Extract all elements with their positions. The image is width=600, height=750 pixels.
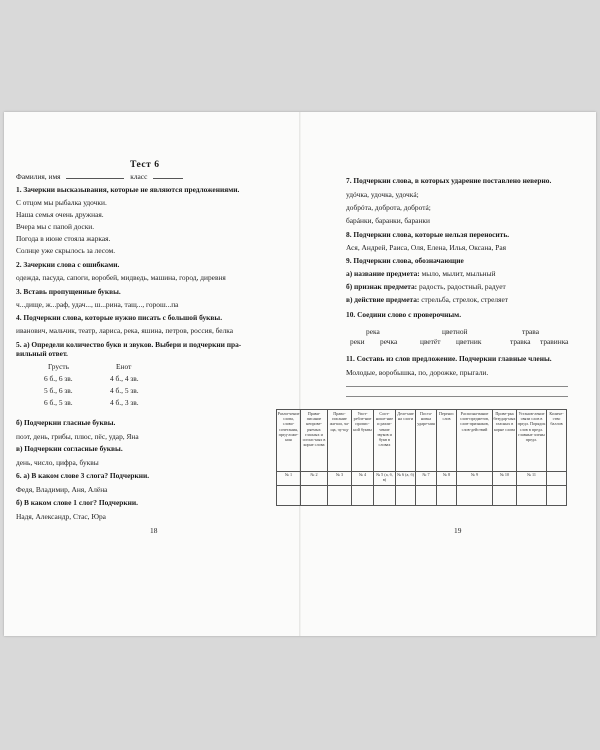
q10-check-word[interactable]: травка xyxy=(510,337,531,346)
score-table xyxy=(276,409,567,506)
answer-line[interactable] xyxy=(346,386,568,387)
table-header-cell: Право-писание жи-ши, ча-ща, чу-щу xyxy=(328,410,352,472)
q8-names[interactable]: Ася, Андрей, Раиса, Оля, Елена, Илья, Оксана, Рая xyxy=(346,243,507,252)
question-2: 2. Зачеркни слова с ошибками. xyxy=(16,260,120,269)
class-blank[interactable] xyxy=(153,172,183,179)
table-number-cell: № 9 xyxy=(457,472,493,486)
q9c-words[interactable]: стрельба, стрелок, стреляет xyxy=(421,295,509,304)
table-number-cell: № 11 xyxy=(517,472,547,486)
table-header-cell: Распозна-вание слов-предметов, слов-признаков, слов-действий xyxy=(457,410,493,472)
question-6b: б) В каком слове 1 слог? Подчеркни. xyxy=(16,498,138,507)
page-18 xyxy=(4,112,300,636)
q6a-words[interactable]: Федя, Владимир, Аня, Алёна xyxy=(16,485,108,494)
table-header-cell: Разли-чение слова, слово-сочетания, пред-ложе-ния xyxy=(277,410,301,472)
table-header-cell: Соот-ноше-ние и разли-чение звуков и букв в словах xyxy=(374,410,396,472)
q5-option[interactable]: 6 б., 6 зв. xyxy=(44,374,73,383)
answer-line[interactable] xyxy=(346,396,568,397)
question-6a: 6. а) В каком слове 3 слога? Подчеркни. xyxy=(16,471,150,480)
table-number-cell: № 5 (а, б, в) xyxy=(374,472,396,486)
q4-words[interactable]: иванович, мальчик, театр, лариса, река, яшина, петров, россия, белка xyxy=(16,326,234,335)
score-cell[interactable] xyxy=(517,486,547,506)
score-cell[interactable] xyxy=(437,486,457,506)
q9b-line xyxy=(346,282,506,291)
q5b-words[interactable]: поэт, день, грибы, плюс, пёс, удар, Яна xyxy=(16,432,139,441)
question-7: 7. Подчеркни слова, в которых ударение поставлено неверно. xyxy=(346,176,552,185)
q7-words[interactable]: добрóта, доброта, добротá; xyxy=(346,203,431,212)
q1-sentence[interactable]: Погода в июне стояла жаркая. xyxy=(16,234,111,243)
table-header-cell: Количе-ство баллов xyxy=(547,410,567,472)
score-cell[interactable] xyxy=(352,486,374,506)
score-cell[interactable] xyxy=(277,486,301,506)
table-header-cell: Прави-писание непрове-ряемых гласных и соглас-ных в корне слова xyxy=(301,410,328,472)
table-number-cell: № 2 xyxy=(301,472,328,486)
question-11: 11. Составь из слов предложение. Подчеркни главные члены. xyxy=(346,354,552,363)
table-number-cell: № 3 xyxy=(328,472,352,486)
name-line xyxy=(16,172,183,181)
score-cell[interactable] xyxy=(328,486,352,506)
textbook-spread xyxy=(4,112,596,636)
table-header-cell: Упот-ребле-ние пропис-ной буквы xyxy=(352,410,374,472)
q9c-line xyxy=(346,295,508,304)
table-number-cell: № 8 xyxy=(437,472,457,486)
class-label: класс xyxy=(130,172,148,181)
question-4: 4. Подчеркни слова, которые нужно писать с большой буквы. xyxy=(16,313,223,322)
q5-option[interactable]: 4 б., 3 зв. xyxy=(110,398,139,407)
q9a-words[interactable]: мыло, мылит, мыльный xyxy=(421,269,496,278)
table-header-cell: Прове-рка безудар-ных гласных в корне слова xyxy=(493,410,517,472)
table-header-cell: Перенос слов xyxy=(437,410,457,472)
question-9: 9. Подчеркни слова, обозначающие xyxy=(346,256,464,265)
q7-words[interactable]: барáнки, баранки, баранки xyxy=(346,216,430,225)
question-1: 1. Зачеркни высказывания, которые не являются предложениями. xyxy=(16,185,240,194)
score-cell[interactable] xyxy=(457,486,493,506)
score-cell[interactable] xyxy=(493,486,517,506)
q2-words[interactable]: одежда, пасуда, сапоги, воробей, мидведь, машина, город, диревня xyxy=(16,273,226,282)
table-number-cell: № 10 xyxy=(493,472,517,486)
q5-option[interactable]: 5 б., 6 зв. xyxy=(44,386,73,395)
score-cell[interactable] xyxy=(416,486,437,506)
score-cell[interactable] xyxy=(396,486,416,506)
q10-check-word[interactable]: цветёт xyxy=(420,337,441,346)
name-label: Фамилия, имя xyxy=(16,172,61,181)
test-title: Тест 6 xyxy=(130,159,160,170)
q5-option[interactable]: 4 б., 5 зв. xyxy=(110,386,139,395)
q5-head-grust: Грусть xyxy=(48,362,69,371)
q10-word[interactable]: трава xyxy=(522,327,539,336)
score-cell[interactable] xyxy=(374,486,396,506)
q9c-label: в) действие предмета: xyxy=(346,295,420,304)
question-5b: б) Подчеркни гласные буквы. xyxy=(16,418,116,427)
q9a-line xyxy=(346,269,496,278)
table-header-cell: Поста-новка ударе-ния xyxy=(416,410,437,472)
q3-words[interactable]: ч...дище, ж...раф, удач..., ш...рина, тащ..., горош...па xyxy=(16,300,179,309)
score-cell[interactable] xyxy=(547,486,567,506)
question-10: 10. Соедини слово с проверочным. xyxy=(346,310,462,319)
q1-sentence[interactable]: Солнце уже скрылось за лесом. xyxy=(16,246,116,255)
q9a-label: а) название предмета: xyxy=(346,269,420,278)
table-number-cell: № 1 xyxy=(277,472,301,486)
q6b-words[interactable]: Надя, Александр, Стас, Юра xyxy=(16,512,106,521)
q9b-label: б) признак предмета: xyxy=(346,282,418,291)
question-5a: 5. а) Определи количество букв и звуков. Выбери и подчеркни пра- xyxy=(16,340,242,349)
question-5a-cont: вильный ответ. xyxy=(16,349,68,358)
q10-check-word[interactable]: речка xyxy=(380,337,398,346)
page-number-right: 19 xyxy=(454,526,462,535)
q7-words[interactable]: удóчка, удочка, удочкá; xyxy=(346,190,419,199)
q10-check-word[interactable]: цветник xyxy=(456,337,482,346)
q1-sentence[interactable]: Наша семья очень дружная. xyxy=(16,210,104,219)
table-header-cell: Деле-ние на слоги xyxy=(396,410,416,472)
table-number-cell xyxy=(547,472,567,486)
q5-option[interactable]: 4 б., 4 зв. xyxy=(110,374,139,383)
question-5c: в) Подчеркни согласные буквы. xyxy=(16,444,123,453)
table-number-cell: № 4 xyxy=(352,472,374,486)
q11-words: Молодые, воробышка, по, дорожке, прыгали. xyxy=(346,368,489,377)
q10-check-word[interactable]: реки xyxy=(350,337,365,346)
question-8: 8. Подчеркни слова, которые нельзя переносить. xyxy=(346,230,510,239)
q5-head-enot: Енот xyxy=(116,362,132,371)
q5c-words[interactable]: день, число, цифра, буквы xyxy=(16,458,99,467)
q1-sentence[interactable]: С отцом мы рыбалка удочки. xyxy=(16,198,107,207)
q5-option[interactable]: 6 б., 5 зв. xyxy=(44,398,73,407)
score-cell[interactable] xyxy=(301,486,328,506)
question-3: 3. Вставь пропущенные буквы. xyxy=(16,287,121,296)
q1-sentence[interactable]: Вчера мы с папой доски. xyxy=(16,222,95,231)
page-19 xyxy=(277,112,596,636)
q10-word[interactable]: цветной xyxy=(442,327,468,336)
q10-word[interactable]: река xyxy=(366,327,380,336)
name-blank[interactable] xyxy=(66,172,124,179)
q10-check-word[interactable]: травинка xyxy=(540,337,569,346)
table-number-cell: № 6 (а, б) xyxy=(396,472,416,486)
q9b-words[interactable]: радость, радостный, радует xyxy=(419,282,506,291)
table-number-cell: № 7 xyxy=(416,472,437,486)
page-number-left: 18 xyxy=(150,526,158,535)
table-header-cell: Установ-ление связи слов в предл. Порядок слов в предл. главные члены предл. xyxy=(517,410,547,472)
